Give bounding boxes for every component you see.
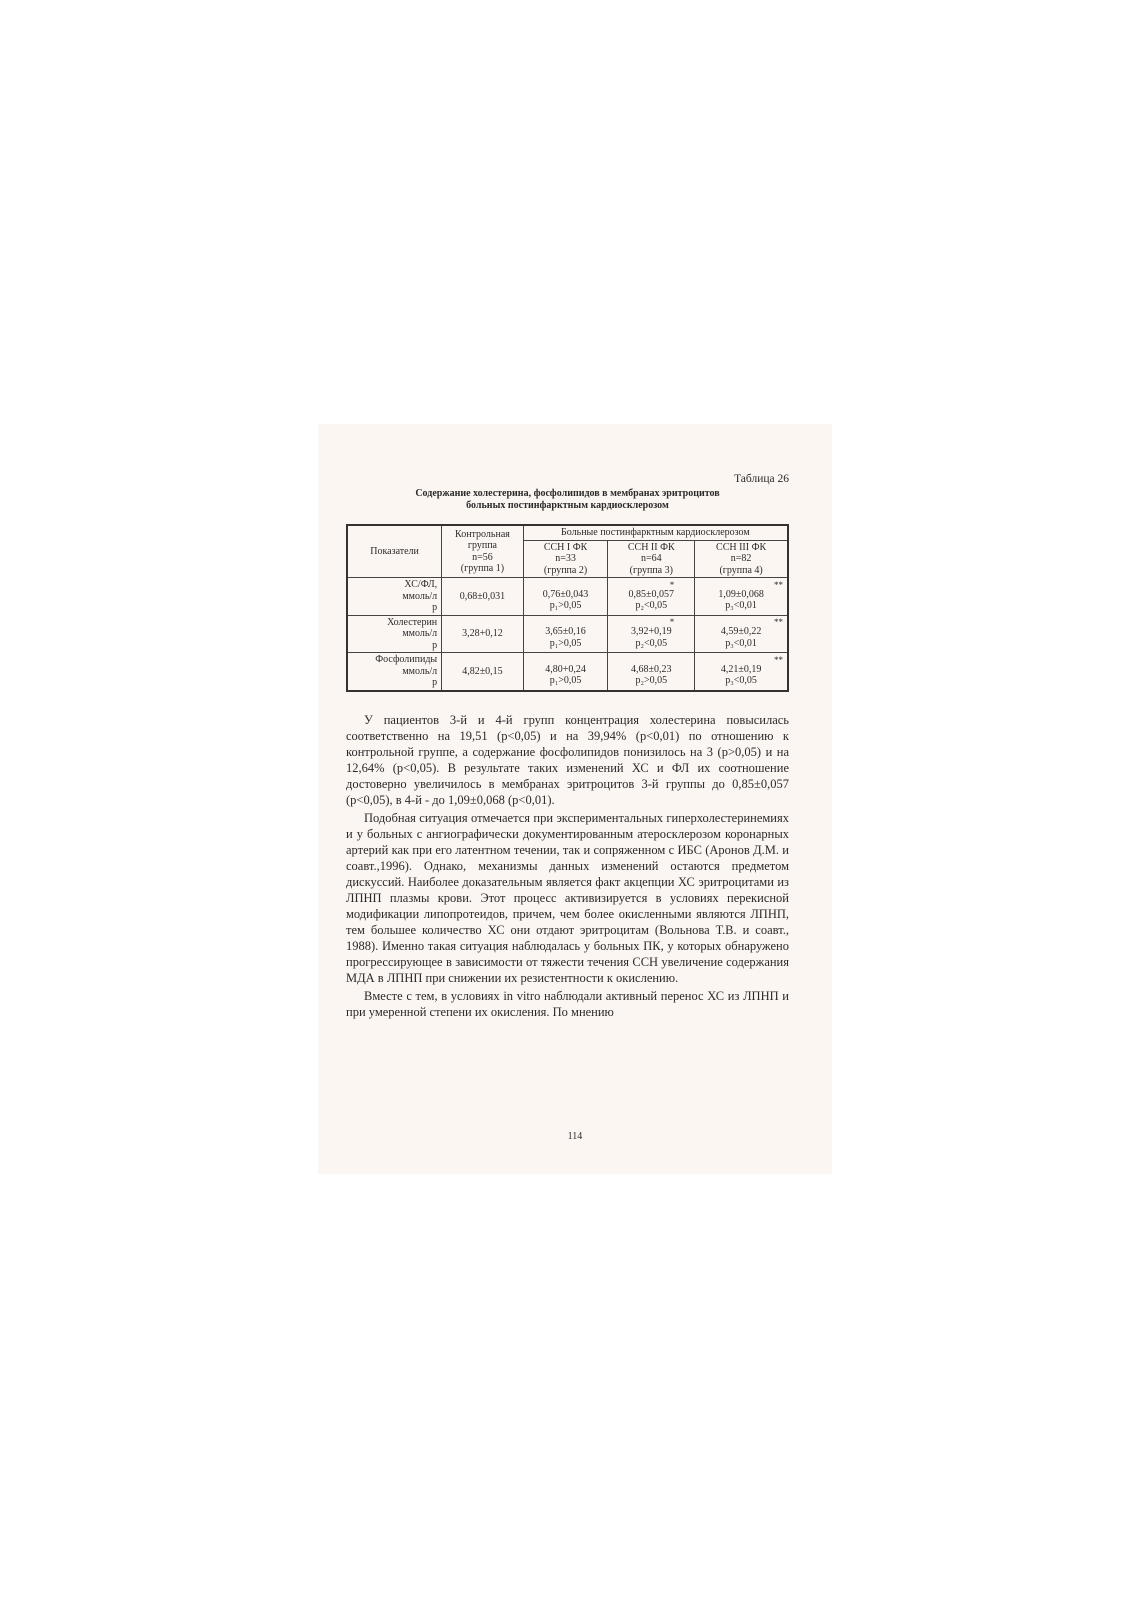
header-patients-span: Больные постинфарктным кардиосклерозом (523, 525, 788, 540)
control-value: 0,68±0,031 (442, 578, 524, 616)
significance-mark: ** (774, 617, 783, 628)
group-value: 0,76±0,043 (542, 588, 589, 600)
table-row (347, 653, 788, 691)
row-label: Холестерин ммоль/л р (347, 615, 442, 653)
group-value: 4,59±0,22 (720, 626, 762, 638)
table-caption (346, 488, 789, 512)
group-p: p₃<0,01 (725, 637, 757, 649)
group-value: 3,92+0,19 (630, 626, 672, 638)
group-value: 1,09±0,068 (718, 588, 764, 600)
data-table (346, 524, 789, 692)
group-p: p₂>0,05 (635, 675, 668, 687)
row-label: ХС/ФЛ, ммоль/л р (347, 578, 442, 616)
significance-mark: * (669, 579, 675, 590)
group-p: p₂<0,05 (635, 637, 668, 649)
group-p: p₁>0,05 (549, 600, 582, 612)
header-indicator: Показатели (347, 525, 442, 578)
caption-line-1: Содержание холестерина, фосфолипидов в мембранах эритроцитов (415, 488, 720, 499)
paragraph: У пациентов 3-й и 4-й групп концентрация холестерина повысилась соответственно на 19,51 (р<0,05) и на 39,94% (р<0,01) по отношению к контрольной группе, а содержание фосфолипидов понизилось на 3 (р>0,05) и на 12,64% (р<0,05). В результате таких изменений ХС и ФЛ их соотношение достоверно увеличилось в мембранах эритроцитов 3-й группы до 0,85±0,057 (р<0,05), в 4-й - до 1,09±0,068 (р<0,01). (346, 712, 789, 807)
group-value: 0,85±0,057 (628, 588, 675, 600)
group-p: p₃<0,05 (725, 675, 757, 687)
group-p: p₃<0,01 (725, 600, 757, 612)
table-number: Таблица 26 (734, 473, 789, 485)
group-2-cell (523, 615, 608, 653)
significance-mark: * (669, 617, 675, 628)
group-p: p₁>0,05 (549, 675, 582, 687)
group-2-cell (523, 578, 608, 616)
paragraph: Подобная ситуация отмечается при экспериментальных гиперхолестеринемиях и у больных с ангиографически документированным атеросклерозом коронарных артерий как при его латентном течении, так и сопряженном с ИБС (Аронов Д.М. и соавт.,1996). Однако, механизмы данных изменений остаются предметом дискуссий. Наиболее доказательным является факт акцепции ХС эритроцитами из ЛПНП плазмы крови. Этот процесс активизируется в условиях перекисной модификации липопротеидов, причем, чем более окисленными являются ЛПНП, тем большее количество ХС они отдают эритроцитам (Вольнова Т.В. и соавт., 1988). Именно такая ситуация наблюдалась у больных ПК, у которых обнаружено прогрессирующее в зависимости от тяжести течения ССН увеличение содержания МДА в ЛПНП при снижении их резистентности к окислению. (346, 810, 789, 985)
page-number: 114 (567, 1131, 583, 1142)
group-value: 4,21±0,19 (720, 663, 762, 675)
header-group-4: ССН III ФК n=82 (группа 4) (695, 540, 788, 578)
group-p: p₁>0,05 (549, 637, 582, 649)
group-4-cell (695, 653, 788, 691)
table-row (347, 578, 788, 616)
group-4-cell (695, 615, 788, 653)
group-3-cell (608, 653, 695, 691)
header-row-1 (347, 525, 788, 540)
group-value: 4,68±0,23 (631, 663, 672, 675)
group-3-cell (608, 578, 695, 616)
header-group-2: ССН I ФК n=33 (группа 2) (523, 540, 608, 578)
group-value: 4,80+0,24 (545, 663, 586, 675)
group-3-cell (608, 615, 695, 653)
table-row (347, 615, 788, 653)
control-value: 3,28+0,12 (442, 615, 524, 653)
page-content (346, 472, 789, 1022)
body-text (346, 712, 789, 1020)
group-p: p₂<0,05 (635, 600, 668, 612)
paragraph: Вместе с тем, в условиях in vitro наблюдали активный перенос ХС из ЛПНП и при умеренной степени их окисления. По мнению (346, 988, 789, 1019)
group-value: 3,65±0,16 (545, 626, 586, 638)
book-page (318, 424, 832, 1174)
group-2-cell (523, 653, 608, 691)
control-value: 4,82±0,15 (442, 653, 524, 691)
significance-mark: ** (774, 579, 783, 590)
group-4-cell (695, 578, 788, 616)
header-control: Контрольная группа n=56 (группа 1) (442, 525, 524, 578)
header-group-3: ССН II ФК n=64 (группа 3) (608, 540, 695, 578)
significance-mark: ** (774, 654, 783, 665)
row-label: Фосфолипиды ммоль/л р (347, 653, 442, 691)
caption-line-2: больных постинфарктным кардиосклерозом (466, 500, 669, 511)
